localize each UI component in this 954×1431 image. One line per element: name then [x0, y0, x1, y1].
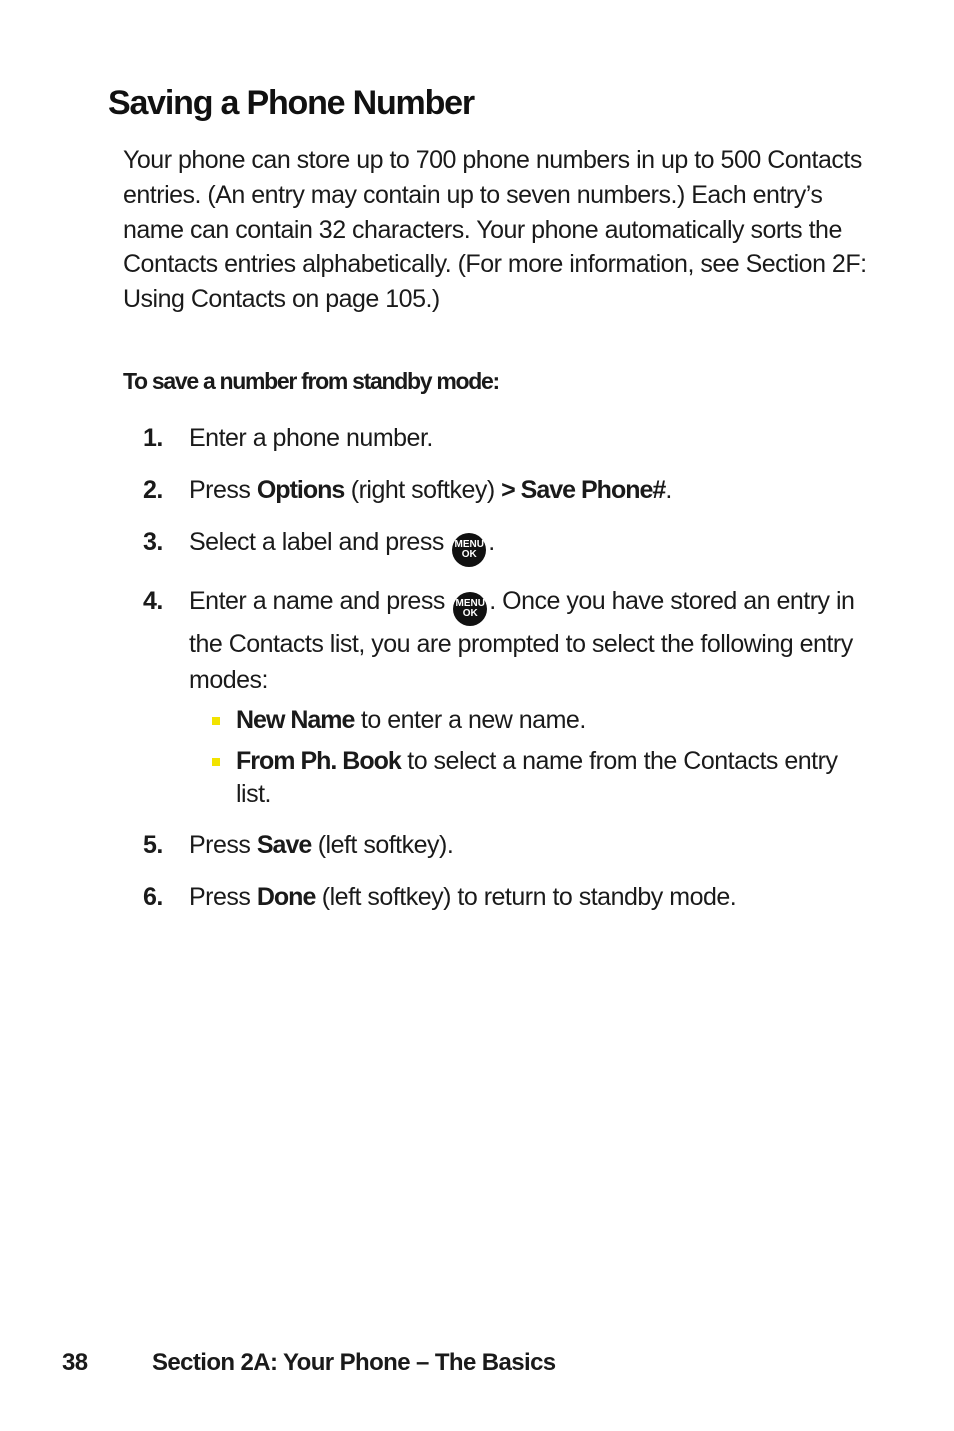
step-text: (left softkey).: [311, 831, 454, 859]
step-5: [143, 827, 868, 863]
step-number: 4.: [143, 587, 163, 615]
from-ph-book-option-label: From Ph. Book: [236, 747, 401, 775]
step-number: 6.: [143, 883, 163, 911]
section-title: Section 2A: Your Phone – The Basics: [152, 1349, 556, 1376]
entry-modes-list: [189, 704, 868, 811]
step-2: [143, 472, 868, 508]
step-number: 2.: [143, 476, 163, 504]
step-text: Select a label and press: [189, 528, 451, 556]
list-item: [189, 704, 868, 737]
step-text: Enter a name and press: [189, 587, 452, 615]
square-bullet-icon: [212, 717, 220, 725]
step-text: Press: [189, 883, 257, 911]
step-6: [143, 879, 868, 915]
step-text: Enter a phone number.: [189, 424, 433, 452]
page-title: Saving a Phone Number: [108, 84, 474, 122]
page-number: 38: [62, 1349, 88, 1376]
page-footer: [62, 1349, 556, 1377]
step-text: Press: [189, 831, 257, 859]
steps-list: [143, 420, 868, 931]
step-text: .: [665, 476, 672, 504]
square-bullet-icon: [212, 758, 220, 766]
step-text: (right softkey): [344, 476, 502, 504]
step-1: [143, 420, 868, 456]
list-item-text: to select a name from the Contacts entry list.: [236, 747, 838, 808]
step-number: 1.: [143, 424, 163, 452]
list-item-text: to enter a new name.: [354, 706, 586, 734]
procedure-heading: To save a number from standby mode:: [123, 368, 499, 394]
step-text: (left softkey) to return to standby mode.: [315, 883, 737, 911]
step-text: .: [488, 528, 495, 556]
options-softkey-label: Options: [256, 476, 345, 504]
step-3: [143, 524, 868, 567]
menu-ok-key-icon: MENU OK: [453, 592, 487, 626]
menu-ok-key-icon: MENU OK: [452, 533, 486, 567]
done-softkey-label: Done: [256, 883, 316, 911]
save-phone-menu-label: > Save Phone#: [501, 476, 666, 504]
step-number: 3.: [143, 528, 163, 556]
intro-paragraph: Your phone can store up to 700 phone numbers in up to 500 Contacts entries. (An entry may contain up to seven numbers.) Each entry’s name can contain 32 characters. Your phone automatically sorts the Contacts entries alphabetically. (For more information, see Section 2F: Using Contacts on page 105.): [123, 146, 867, 314]
list-item: [189, 745, 868, 811]
step-text: Press: [189, 476, 257, 504]
step-4: [143, 583, 868, 811]
step-text: . Once you have stored an entry in the Contacts list, you are prompted to select the following entry modes:: [189, 587, 855, 694]
save-softkey-label: Save: [256, 831, 312, 859]
new-name-option-label: New Name: [236, 706, 355, 734]
step-number: 5.: [143, 831, 163, 859]
